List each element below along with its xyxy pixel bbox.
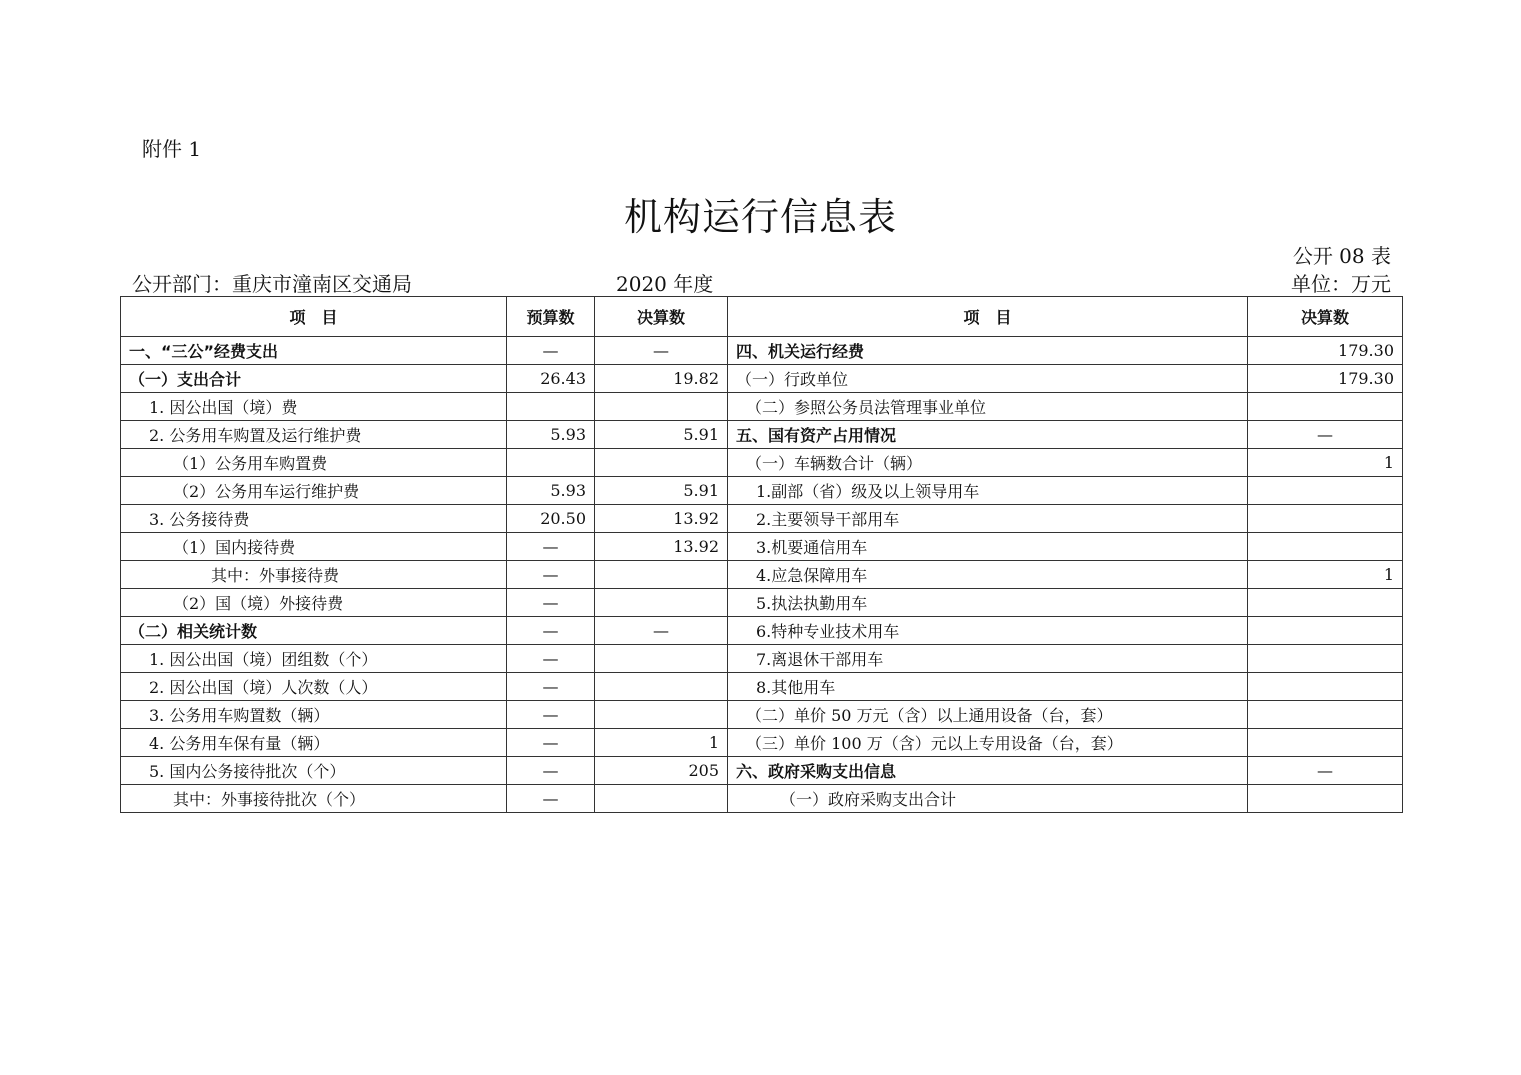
item-right-cell: 四、机关运行经费 <box>728 337 1248 365</box>
table-row <box>121 757 1403 785</box>
budget-cell: — <box>507 701 595 729</box>
budget-cell: — <box>507 673 595 701</box>
budget-cell: — <box>507 561 595 589</box>
final-left-cell: 5.91 <box>595 477 728 505</box>
final-left-cell <box>595 393 728 421</box>
item-right-cell: 五、国有资产占用情况 <box>728 421 1248 449</box>
table-row <box>121 449 1403 477</box>
item-left-cell: 2. 公务用车购置及运行维护费 <box>121 421 507 449</box>
table-row <box>121 701 1403 729</box>
final-left-cell: 5.91 <box>595 421 728 449</box>
final-left-cell <box>595 589 728 617</box>
table-row <box>121 393 1403 421</box>
table-header-row <box>121 297 1403 337</box>
final-right-cell <box>1248 785 1403 813</box>
item-left-cell: 3. 公务接待费 <box>121 505 507 533</box>
final-right-cell: 179.30 <box>1248 365 1403 393</box>
item-left-cell: 2. 因公出国（境）人次数（人） <box>121 673 507 701</box>
final-right-cell: — <box>1248 421 1403 449</box>
budget-cell: — <box>507 589 595 617</box>
item-right-cell: 六、政府采购支出信息 <box>728 757 1248 785</box>
item-left-cell: 1. 因公出国（境）费 <box>121 393 507 421</box>
budget-cell: — <box>507 645 595 673</box>
item-right-cell: （二）单价 50 万元（含）以上通用设备（台，套） <box>728 701 1248 729</box>
budget-cell: — <box>507 337 595 365</box>
table-row <box>121 589 1403 617</box>
item-right-cell: （三）单价 100 万（含）元以上专用设备（台，套） <box>728 729 1248 757</box>
table-row <box>121 337 1403 365</box>
header-item-left: 项 目 <box>121 297 507 337</box>
item-left-cell: 一、“三公”经费支出 <box>121 337 507 365</box>
final-right-cell <box>1248 729 1403 757</box>
table-row <box>121 785 1403 813</box>
item-left-cell: 其中：外事接待批次（个） <box>121 785 507 813</box>
final-left-cell <box>595 561 728 589</box>
final-right-cell <box>1248 701 1403 729</box>
final-right-cell <box>1248 589 1403 617</box>
item-left-cell: （一）支出合计 <box>121 365 507 393</box>
item-left-cell: 5. 国内公务接待批次（个） <box>121 757 507 785</box>
budget-cell: 26.43 <box>507 365 595 393</box>
item-left-cell: （2）国（境）外接待费 <box>121 589 507 617</box>
final-right-cell <box>1248 505 1403 533</box>
final-left-cell: — <box>595 617 728 645</box>
year-label: 2020 年度 <box>616 272 714 296</box>
final-left-cell: 19.82 <box>595 365 728 393</box>
final-left-cell <box>595 645 728 673</box>
item-right-cell: 5.执法执勤用车 <box>728 589 1248 617</box>
item-right-cell: （一）车辆数合计（辆） <box>728 449 1248 477</box>
item-right-cell: 6.特种专业技术用车 <box>728 617 1248 645</box>
table-row <box>121 421 1403 449</box>
final-right-cell <box>1248 533 1403 561</box>
final-left-cell: 13.92 <box>595 505 728 533</box>
header-item-right: 项 目 <box>728 297 1248 337</box>
item-right-cell: 4.应急保障用车 <box>728 561 1248 589</box>
item-left-cell: 3. 公务用车购置数（辆） <box>121 701 507 729</box>
final-left-cell: 205 <box>595 757 728 785</box>
final-right-cell <box>1248 477 1403 505</box>
item-left-cell: （1）国内接待费 <box>121 533 507 561</box>
final-left-cell: 1 <box>595 729 728 757</box>
info-table <box>120 296 1403 813</box>
department-label: 公开部门：重庆市潼南区交通局 <box>132 272 412 296</box>
header-final-left: 决算数 <box>595 297 728 337</box>
item-left-cell: （1）公务用车购置费 <box>121 449 507 477</box>
item-left-cell: （2）公务用车运行维护费 <box>121 477 507 505</box>
table-row <box>121 365 1403 393</box>
unit-label: 单位：万元 <box>1291 272 1391 296</box>
budget-cell: 20.50 <box>507 505 595 533</box>
item-left-cell: 其中：外事接待费 <box>121 561 507 589</box>
item-left-cell: 1. 因公出国（境）团组数（个） <box>121 645 507 673</box>
final-right-cell: 179.30 <box>1248 337 1403 365</box>
table-row <box>121 729 1403 757</box>
table-row <box>121 673 1403 701</box>
item-right-cell: 2.主要领导干部用车 <box>728 505 1248 533</box>
final-left-cell <box>595 673 728 701</box>
item-right-cell: （二）参照公务员法管理事业单位 <box>728 393 1248 421</box>
final-left-cell <box>595 785 728 813</box>
header-final-right: 决算数 <box>1248 297 1403 337</box>
header-budget: 预算数 <box>507 297 595 337</box>
final-left-cell <box>595 449 728 477</box>
final-right-cell: 1 <box>1248 561 1403 589</box>
table-row <box>121 645 1403 673</box>
table-row <box>121 505 1403 533</box>
budget-cell: — <box>507 617 595 645</box>
item-right-cell: 1.副部（省）级及以上领导用车 <box>728 477 1248 505</box>
final-left-cell: — <box>595 337 728 365</box>
budget-cell <box>507 449 595 477</box>
budget-cell: 5.93 <box>507 477 595 505</box>
budget-cell: 5.93 <box>507 421 595 449</box>
table-row <box>121 617 1403 645</box>
final-right-cell <box>1248 673 1403 701</box>
item-right-cell: 8.其他用车 <box>728 673 1248 701</box>
form-number: 公开 08 表 <box>1292 244 1391 268</box>
item-left-cell: （二）相关统计数 <box>121 617 507 645</box>
final-right-cell: — <box>1248 757 1403 785</box>
final-right-cell <box>1248 645 1403 673</box>
page-title: 机构运行信息表 <box>623 195 897 239</box>
final-right-cell <box>1248 393 1403 421</box>
item-right-cell: 3.机要通信用车 <box>728 533 1248 561</box>
item-left-cell: 4. 公务用车保有量（辆） <box>121 729 507 757</box>
item-right-cell: （一）政府采购支出合计 <box>728 785 1248 813</box>
table-row <box>121 533 1403 561</box>
final-right-cell: 1 <box>1248 449 1403 477</box>
item-right-cell: （一）行政单位 <box>728 365 1248 393</box>
table-row <box>121 561 1403 589</box>
attachment-label: 附件 1 <box>142 137 202 161</box>
budget-cell <box>507 393 595 421</box>
budget-cell: — <box>507 729 595 757</box>
budget-cell: — <box>507 533 595 561</box>
final-left-cell <box>595 701 728 729</box>
budget-cell: — <box>507 785 595 813</box>
budget-cell: — <box>507 757 595 785</box>
table-row <box>121 477 1403 505</box>
final-left-cell: 13.92 <box>595 533 728 561</box>
item-right-cell: 7.离退休干部用车 <box>728 645 1248 673</box>
final-right-cell <box>1248 617 1403 645</box>
